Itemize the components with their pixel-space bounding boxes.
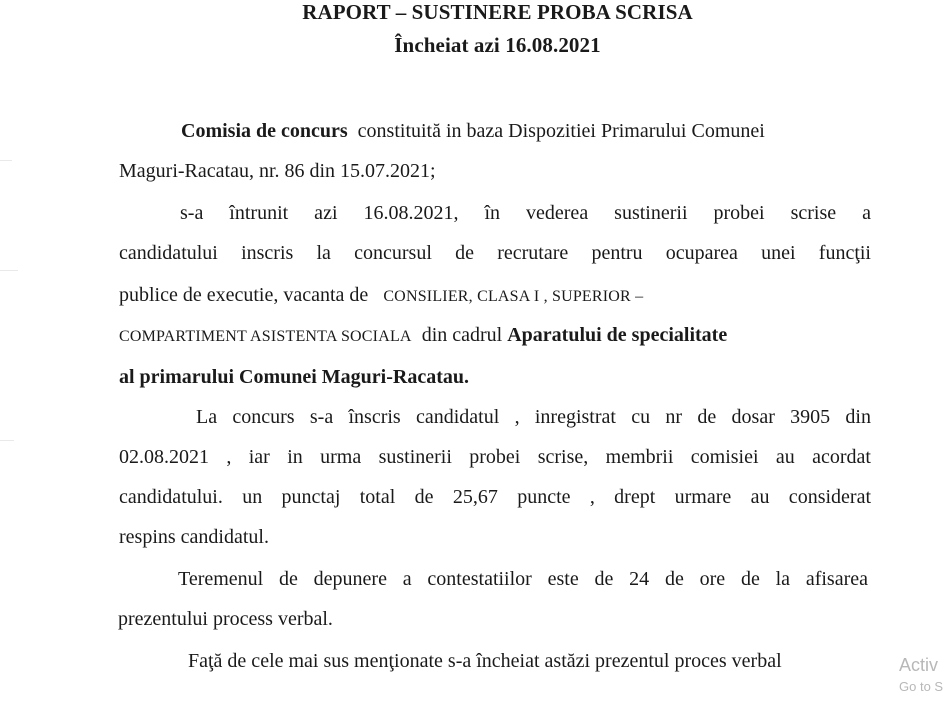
scan-artifact — [0, 270, 18, 271]
scan-artifact — [0, 440, 14, 441]
department-name: COMPARTIMENT ASISTENTA SOCIALA — [119, 328, 412, 345]
paragraph-2-line-1: s-a întrunit azi 16.08.2021, în vederea sustinerii probei scrise a — [180, 202, 871, 224]
commission-label: Comisia de concurs — [181, 120, 348, 142]
report-title: RAPORT – SUSTINERE PROBA SCRISA — [302, 0, 693, 24]
paragraph-2-line-4 — [119, 322, 871, 350]
paragraph-4-line-1: Teremenul de depunere a contestatiilor este de 24 de ore de la afisarea — [178, 568, 868, 590]
activation-watermark-title: Activ — [899, 655, 939, 675]
paragraph-2-line-2: candidatului inscris la concursul de recrutare pentru ocuparea unei funcţii — [119, 242, 871, 264]
department-connector: din cadrul — [421, 324, 503, 346]
report-date-line: Încheiat azi 16.08.2021 — [394, 33, 601, 57]
paragraph-4-line-2: prezentului process verbal. — [118, 608, 333, 630]
paragraph-1-line-2: Maguri-Racatau, nr. 86 din 15.07.2021; — [119, 160, 436, 182]
paragraph-3-line-2: 02.08.2021 , iar in urma sustinerii probei scrise, membrii comisiei au acordat — [119, 446, 871, 468]
scan-artifact — [0, 160, 12, 161]
commission-text: constituită in baza Dispozitiei Primarului Comunei — [357, 120, 765, 142]
activation-watermark-subtitle: Go to S — [899, 679, 944, 694]
position-name: CONSILIER, CLASA I , SUPERIOR – — [383, 288, 644, 305]
paragraph-3-line-3: candidatului. un punctaj total de 25,67 puncte , drept urmare au considerat — [119, 486, 871, 508]
paragraph-2-line-3 — [119, 282, 871, 310]
institution-name: Aparatului de specialitate — [507, 324, 728, 346]
position-intro: publice de executie, vacanta de — [119, 284, 369, 306]
paragraph-5-line-1: Faţă de cele mai sus menţionate s-a încheiat astăzi prezentul proces verbal — [188, 650, 782, 672]
paragraph-3-line-4: respins candidatul. — [119, 526, 269, 548]
paragraph-3-line-1: La concurs s-a înscris candidatul , inregistrat cu nr de dosar 3905 din — [196, 406, 871, 428]
paragraph-2-line-5: al primarului Comunei Maguri-Racatau. — [119, 366, 469, 388]
paragraph-1-line-1 — [119, 118, 871, 144]
